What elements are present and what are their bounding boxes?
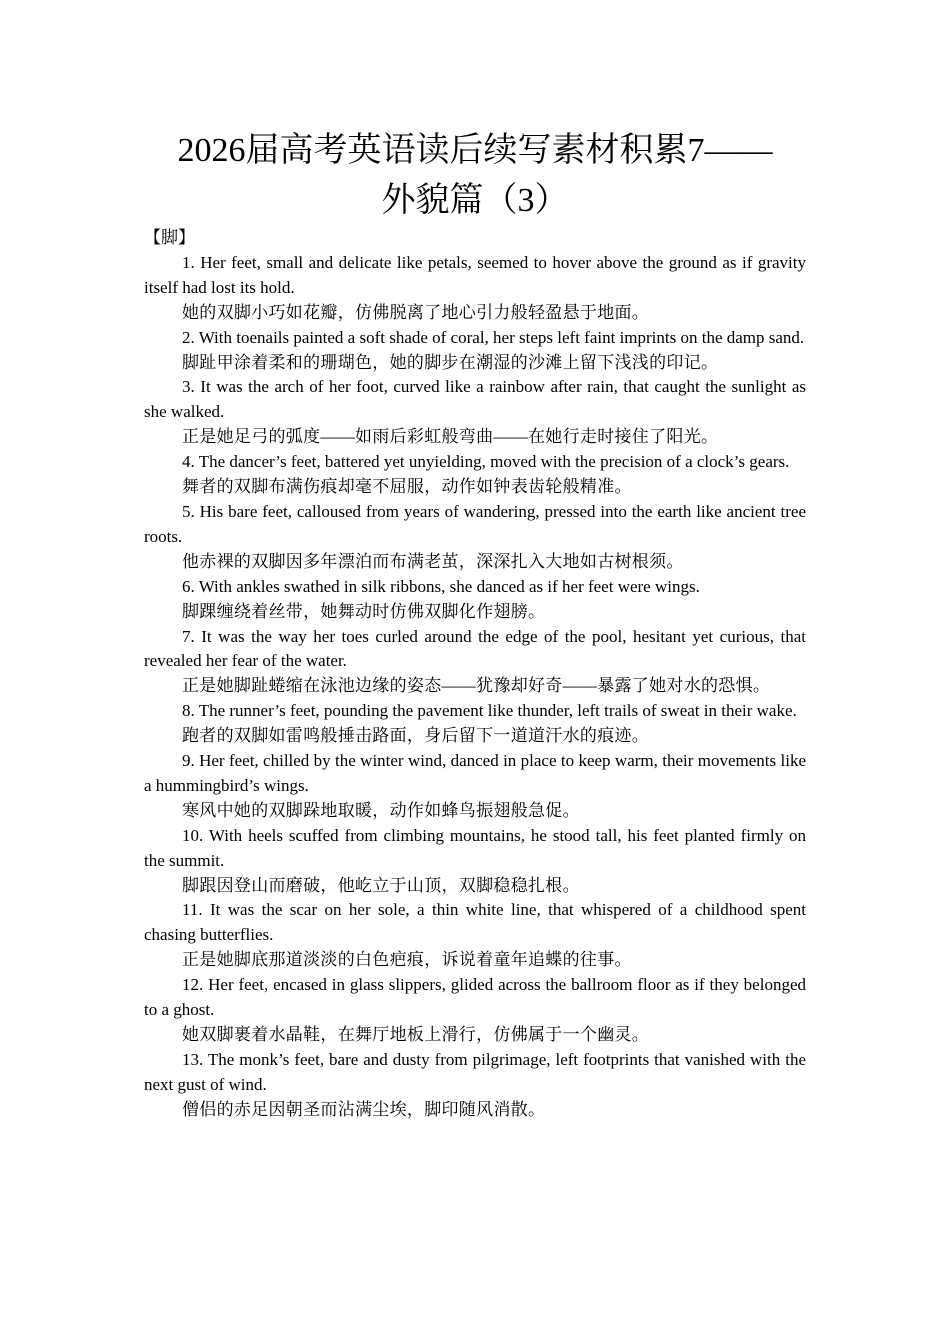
entry-12-chinese: 她双脚裹着水晶鞋，在舞厅地板上滑行，仿佛属于一个幽灵。 bbox=[182, 1025, 650, 1044]
entry-7-chinese: 正是她脚趾蜷缩在泳池边缘的姿态——犹豫却好奇——暴露了她对水的恐惧。 bbox=[182, 676, 771, 696]
entry-9-chinese: 寒风中她的双脚跺地取暖，动作如蜂鸟振翅般急促。 bbox=[182, 800, 580, 820]
entry-13-chinese: 僧侣的赤足因朝圣而沾满尘埃，脚印随风消散。 bbox=[182, 1099, 546, 1119]
title-line-1: 2026届高考英语读后续写素材积累7—— bbox=[177, 132, 773, 169]
entry-5-english: 5. His bare feet, calloused from years of wandering, pressed into the earth like ancient tree roots. bbox=[144, 501, 806, 546]
entry-8-english: 8. The runner’s feet, pounding the pavement like thunder, left trails of sweat in their wake. bbox=[182, 701, 797, 721]
entry-4-chinese: 舞者的双脚布满伤痕却毫不屈服，动作如钟表齿轮般精准。 bbox=[182, 477, 632, 497]
entry-11-chinese: 正是她脚底那道淡淡的白色疤痕，诉说着童年追蝶的往事。 bbox=[182, 950, 632, 970]
section-label: 【脚】 bbox=[144, 228, 195, 247]
document-body bbox=[144, 226, 806, 1123]
entry-10-english: 10. With heels scuffed from climbing mountains, he stood tall, his feet planted firmly on the summit. bbox=[144, 825, 806, 870]
entry-8-chinese: 跑者的双脚如雷鸣般捶击路面，身后留下一道道汗水的痕迹。 bbox=[182, 726, 650, 746]
entry-4-english: 4. The dancer’s feet, battered yet unyielding, moved with the precision of a clock’s gears. bbox=[182, 452, 790, 472]
title-line-2: 外貌篇（3） bbox=[381, 182, 569, 219]
entry-13-english: 13. The monk’s feet, bare and dusty from pilgrimage, left footprints that vanished with the next gust of wind. bbox=[144, 1049, 806, 1094]
document-title bbox=[120, 126, 830, 226]
entry-12-english: 12. Her feet, encased in glass slippers, glided across the ballroom floor as if they belonged to a ghost. bbox=[144, 975, 806, 1020]
entry-1-english: 1. Her feet, small and delicate like petals, seemed to hover above the ground as if gravity itself had lost its hold. bbox=[144, 252, 806, 297]
entry-7-english: 7. It was the way her toes curled around the edge of the pool, hesitant yet curious, that revealed her fear of the water. bbox=[144, 626, 806, 671]
entry-2-chinese: 脚趾甲涂着柔和的珊瑚色，她的脚步在潮湿的沙滩上留下浅浅的印记。 bbox=[182, 352, 719, 372]
entry-5-chinese: 他赤裸的双脚因多年漂泊而布满老茧，深深扎入大地如古树根须。 bbox=[182, 551, 684, 571]
entry-6-chinese: 脚踝缠绕着丝带，她舞动时仿佛双脚化作翅膀。 bbox=[182, 601, 546, 621]
entry-6-english: 6. With ankles swathed in silk ribbons, she danced as if her feet were wings. bbox=[182, 576, 700, 596]
entry-3-english: 3. It was the arch of her foot, curved like a rainbow after rain, that caught the sunlight as she walked. bbox=[144, 377, 806, 422]
entry-10-chinese: 脚跟因登山而磨破，他屹立于山顶，双脚稳稳扎根。 bbox=[182, 875, 580, 895]
entry-11-english: 11. It was the scar on her sole, a thin white line, that whispered of a childhood spent chasing butterflies. bbox=[144, 900, 806, 945]
entry-3-chinese: 正是她足弓的弧度——如雨后彩虹般弯曲——在她行走时接住了阳光。 bbox=[182, 427, 719, 447]
entry-1-chinese: 她的双脚小巧如花瓣，仿佛脱离了地心引力般轻盈悬于地面。 bbox=[182, 302, 650, 322]
entry-9-english: 9. Her feet, chilled by the winter wind, danced in place to keep warm, their movements like a hummingbird’s wings. bbox=[144, 751, 806, 795]
entry-2-english: 2. With toenails painted a soft shade of coral, her steps left faint imprints on the damp sand. bbox=[182, 327, 805, 347]
